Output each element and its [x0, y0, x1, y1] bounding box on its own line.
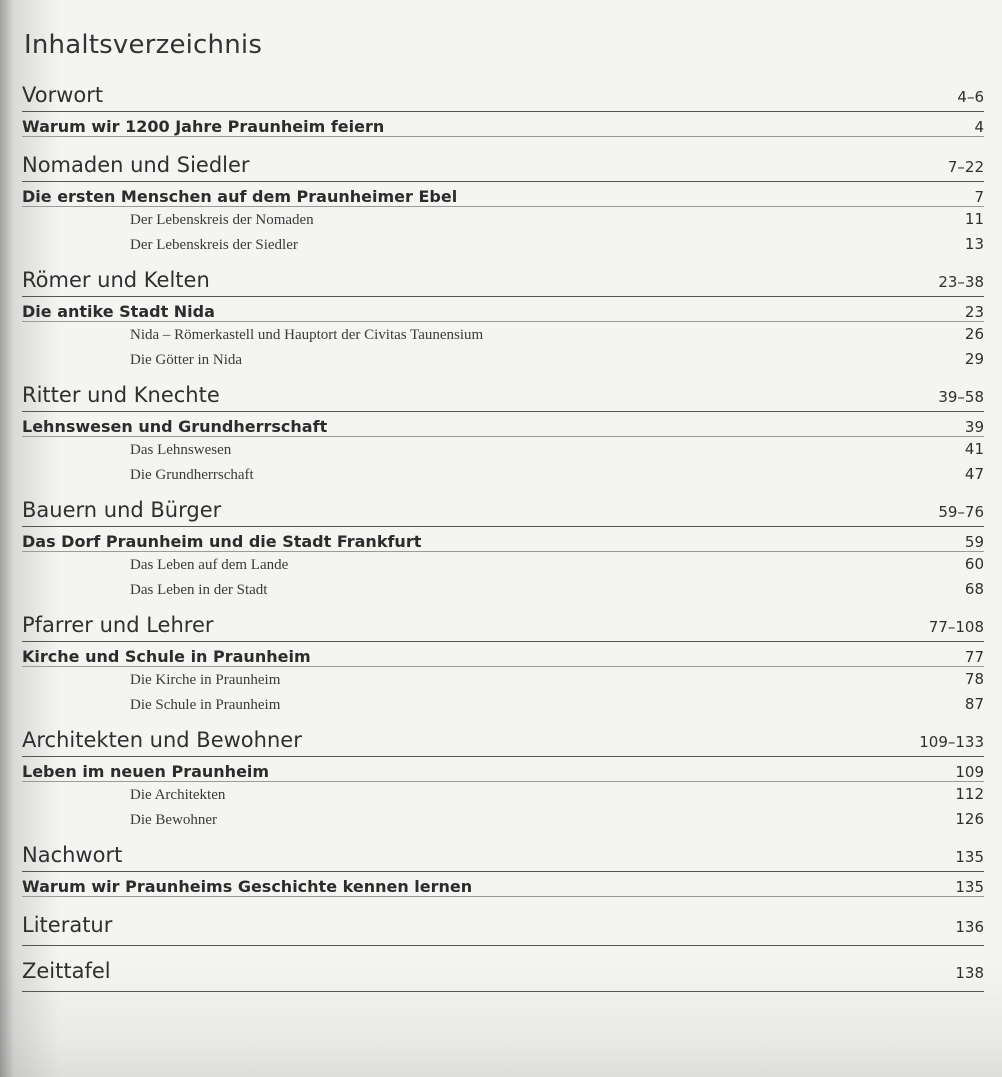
chapter-title: Nachwort	[22, 843, 123, 867]
chapter-title: Pfarrer und Lehrer	[22, 613, 214, 637]
subsection-title: Die Architekten	[130, 787, 226, 803]
subsection-title: Die Bewohner	[130, 812, 218, 828]
section-page-number: 59	[964, 533, 984, 551]
section-page-number: 7	[974, 188, 984, 206]
subsection-row[interactable]	[22, 232, 984, 257]
section-row[interactable]	[22, 642, 984, 667]
chapter-page-range: 39–58	[938, 388, 984, 406]
page-title: Inhaltsverzeichnis	[24, 30, 263, 60]
appendix-block	[22, 956, 984, 992]
chapter-title: Bauern und Bürger	[22, 498, 222, 522]
appendix-page: 138	[955, 964, 984, 982]
chapter-heading-row[interactable]	[22, 265, 984, 297]
subsection-page-number: 60	[964, 555, 984, 573]
chapter-title: Vorwort	[22, 83, 104, 107]
subsection-title: Der Lebenskreis der Siedler	[130, 237, 298, 253]
chapter-block	[22, 725, 984, 832]
subsection-title: Der Lebenskreis der Nomaden	[130, 212, 314, 228]
subsection-page-number: 78	[964, 670, 984, 688]
chapter-heading-row[interactable]	[22, 380, 984, 412]
section-row[interactable]	[22, 297, 984, 322]
chapter-page-range: 7–22	[947, 158, 984, 176]
chapter-block	[22, 495, 984, 602]
subsection-title: Die Kirche in Praunheim	[130, 672, 281, 688]
subsection-title: Die Grundherrschaft	[130, 467, 254, 483]
chapter-page-range: 59–76	[938, 503, 984, 521]
chapter-title: Römer und Kelten	[22, 268, 210, 292]
chapter-page-range: 109–133	[919, 733, 984, 751]
subsection-title: Das Leben in der Stadt	[130, 582, 268, 598]
section-title: Warum wir 1200 Jahre Praunheim feiern	[22, 117, 385, 136]
chapter-page-range: 4–6	[957, 88, 984, 106]
appendix-row[interactable]	[22, 910, 984, 946]
section-title: Die antike Stadt Nida	[22, 302, 215, 321]
chapter-block	[22, 80, 984, 137]
section-row[interactable]	[22, 412, 984, 437]
chapter-heading-row[interactable]	[22, 725, 984, 757]
subsection-row[interactable]	[22, 322, 984, 347]
section-title: Die ersten Menschen auf dem Praunheimer Ebel	[22, 187, 458, 206]
subsection-page-number: 26	[964, 325, 984, 343]
section-page-number: 135	[955, 878, 984, 896]
subsection-row[interactable]	[22, 462, 984, 487]
appendix-title: Literatur	[22, 913, 113, 937]
subsection-page-number: 112	[955, 785, 984, 803]
section-row[interactable]	[22, 112, 984, 137]
section-row[interactable]	[22, 182, 984, 207]
table-of-contents	[22, 80, 984, 1002]
subsection-row[interactable]	[22, 207, 984, 232]
chapter-block	[22, 265, 984, 372]
section-page-number: 77	[964, 648, 984, 666]
subsection-title: Das Leben auf dem Lande	[130, 557, 289, 573]
subsection-row[interactable]	[22, 552, 984, 577]
subsection-row[interactable]	[22, 437, 984, 462]
section-title: Leben im neuen Praunheim	[22, 762, 270, 781]
subsection-page-number: 126	[955, 810, 984, 828]
section-row[interactable]	[22, 757, 984, 782]
subsection-page-number: 41	[964, 440, 984, 458]
subsection-row[interactable]	[22, 692, 984, 717]
section-page-number: 4	[974, 118, 984, 136]
appendix-row[interactable]	[22, 956, 984, 992]
section-title: Das Dorf Praunheim und die Stadt Frankfurt	[22, 532, 422, 551]
chapter-page-range: 23–38	[938, 273, 984, 291]
subsection-row[interactable]	[22, 807, 984, 832]
subsection-title: Die Schule in Praunheim	[130, 697, 281, 713]
subsection-page-number: 47	[964, 465, 984, 483]
chapter-page-range: 135	[955, 848, 984, 866]
chapter-page-range: 77–108	[928, 618, 984, 636]
chapter-heading-row[interactable]	[22, 80, 984, 112]
subsection-page-number: 29	[964, 350, 984, 368]
chapter-heading-row[interactable]	[22, 840, 984, 872]
appendix-page: 136	[955, 918, 984, 936]
subsection-row[interactable]	[22, 577, 984, 602]
section-row[interactable]	[22, 872, 984, 897]
section-title: Lehnswesen und Grundherrschaft	[22, 417, 328, 436]
chapter-block	[22, 150, 984, 257]
section-page-number: 109	[955, 763, 984, 781]
subsection-row[interactable]	[22, 347, 984, 372]
appendix-block	[22, 910, 984, 946]
chapter-heading-row[interactable]	[22, 150, 984, 182]
section-title: Warum wir Praunheims Geschichte kennen lernen	[22, 877, 473, 896]
subsection-title: Das Lehnswesen	[130, 442, 232, 458]
section-page-number: 23	[964, 303, 984, 321]
subsection-page-number: 11	[964, 210, 984, 228]
section-title: Kirche und Schule in Praunheim	[22, 647, 311, 666]
subsection-title: Die Götter in Nida	[130, 352, 243, 368]
appendix-title: Zeittafel	[22, 959, 111, 983]
chapter-heading-row[interactable]	[22, 610, 984, 642]
subsection-row[interactable]	[22, 782, 984, 807]
chapter-block	[22, 380, 984, 487]
subsection-page-number: 87	[964, 695, 984, 713]
section-row[interactable]	[22, 527, 984, 552]
chapter-heading-row[interactable]	[22, 495, 984, 527]
subsection-title: Nida – Römerkastell und Hauptort der Civitas Taunensium	[130, 327, 484, 343]
chapter-title: Architekten und Bewohner	[22, 728, 302, 752]
subsection-page-number: 13	[964, 235, 984, 253]
chapter-block	[22, 840, 984, 897]
chapter-title: Ritter und Knechte	[22, 383, 220, 407]
chapter-block	[22, 610, 984, 717]
subsection-page-number: 68	[964, 580, 984, 598]
subsection-row[interactable]	[22, 667, 984, 692]
section-page-number: 39	[964, 418, 984, 436]
chapter-title: Nomaden und Siedler	[22, 153, 250, 177]
